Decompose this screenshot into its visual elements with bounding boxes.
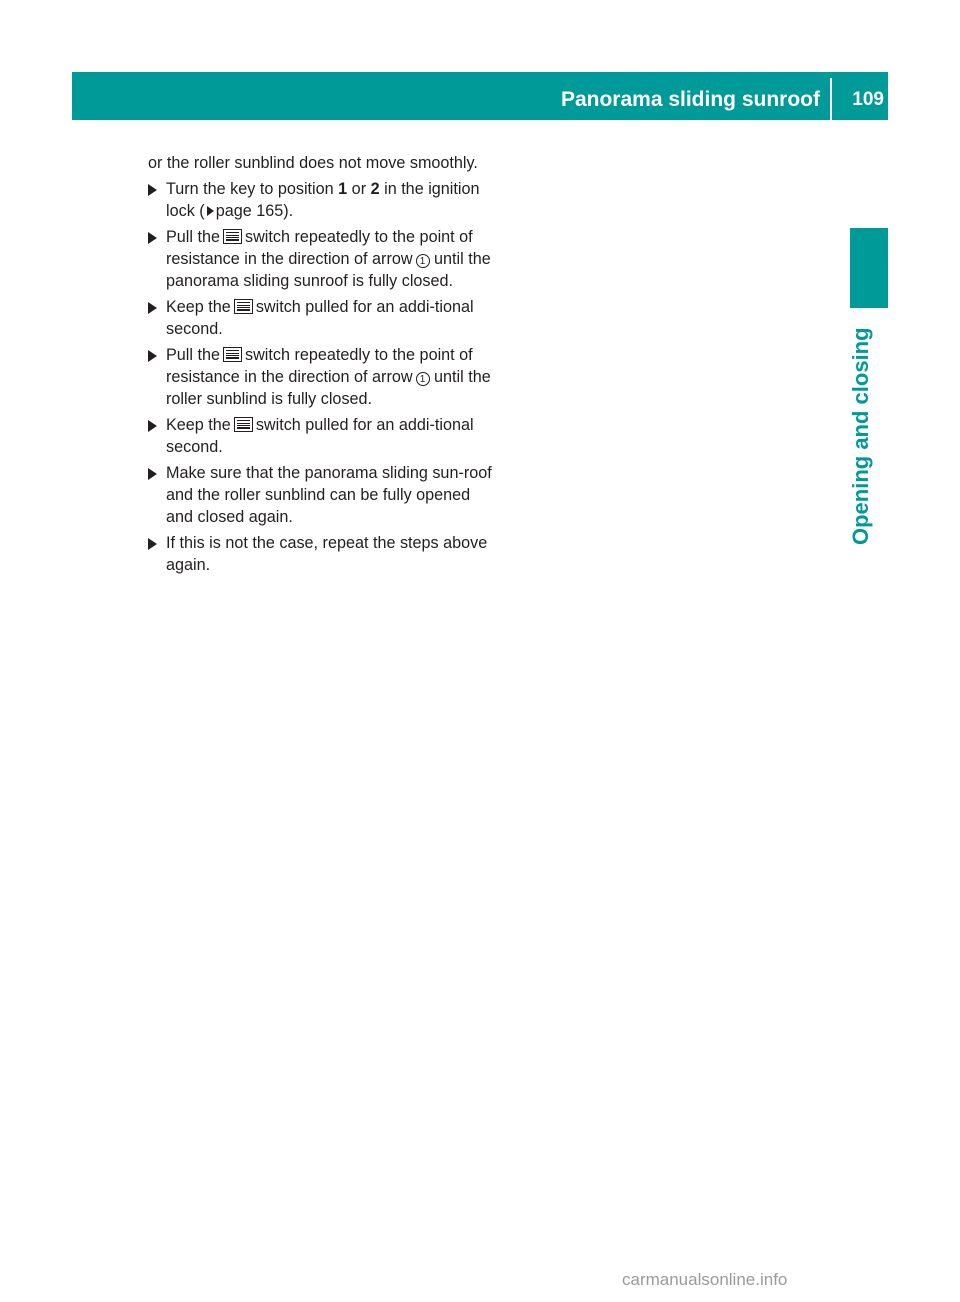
body-text bbox=[148, 152, 494, 580]
section-title: Panorama sliding sunroof bbox=[560, 88, 820, 111]
step-keep-switch-pulled-2: Keep the switch pulled for an addi-tional second. bbox=[148, 414, 494, 458]
step-arrow-icon bbox=[148, 302, 157, 314]
arrow-number-icon: 1 bbox=[416, 254, 430, 268]
sunroof-switch-icon bbox=[234, 417, 253, 432]
step-arrow-icon bbox=[148, 350, 157, 362]
step-turn-key: Turn the key to position 1 or 2 in the ignition lock ( page 165). bbox=[148, 178, 494, 222]
step-pull-switch-sunroof: Pull the switch repeatedly to the point of resistance in the direction of arrow 1 until the panorama sliding sunroof is fully closed. bbox=[148, 226, 494, 292]
sunroof-switch-icon bbox=[223, 347, 242, 362]
step-pull-switch-sunblind: Pull the switch repeatedly to the point of resistance in the direction of arrow 1 until the roller sunblind is fully closed. bbox=[148, 344, 494, 410]
sunroof-switch-icon bbox=[234, 299, 253, 314]
page-number: 109 bbox=[852, 89, 884, 110]
step-arrow-icon bbox=[148, 538, 157, 550]
step-repeat: If this is not the case, repeat the steps above again. bbox=[148, 532, 494, 576]
step-keep-switch-pulled: Keep the switch pulled for an addi-tional second. bbox=[148, 296, 494, 340]
page-reference-link[interactable]: page 165). bbox=[215, 202, 294, 220]
watermark: carmanualsonline.info bbox=[622, 1270, 788, 1289]
chapter-label: Opening and closing bbox=[848, 327, 873, 545]
step-arrow-icon bbox=[148, 232, 157, 244]
step-arrow-icon bbox=[148, 468, 157, 480]
header-separator bbox=[830, 78, 832, 120]
step-arrow-icon bbox=[148, 420, 157, 432]
intro-text: or the roller sunblind does not move smoothly. bbox=[148, 154, 478, 172]
header-bar bbox=[72, 72, 888, 120]
step-arrow-icon bbox=[148, 184, 157, 196]
step-check-operation: Make sure that the panorama sliding sun-roof and the roller sunblind can be fully opened and closed again. bbox=[148, 462, 494, 528]
arrow-number-icon: 1 bbox=[416, 372, 430, 386]
sunroof-switch-icon bbox=[223, 229, 242, 244]
chapter-tab bbox=[850, 228, 888, 308]
page-reference-icon bbox=[207, 206, 214, 216]
